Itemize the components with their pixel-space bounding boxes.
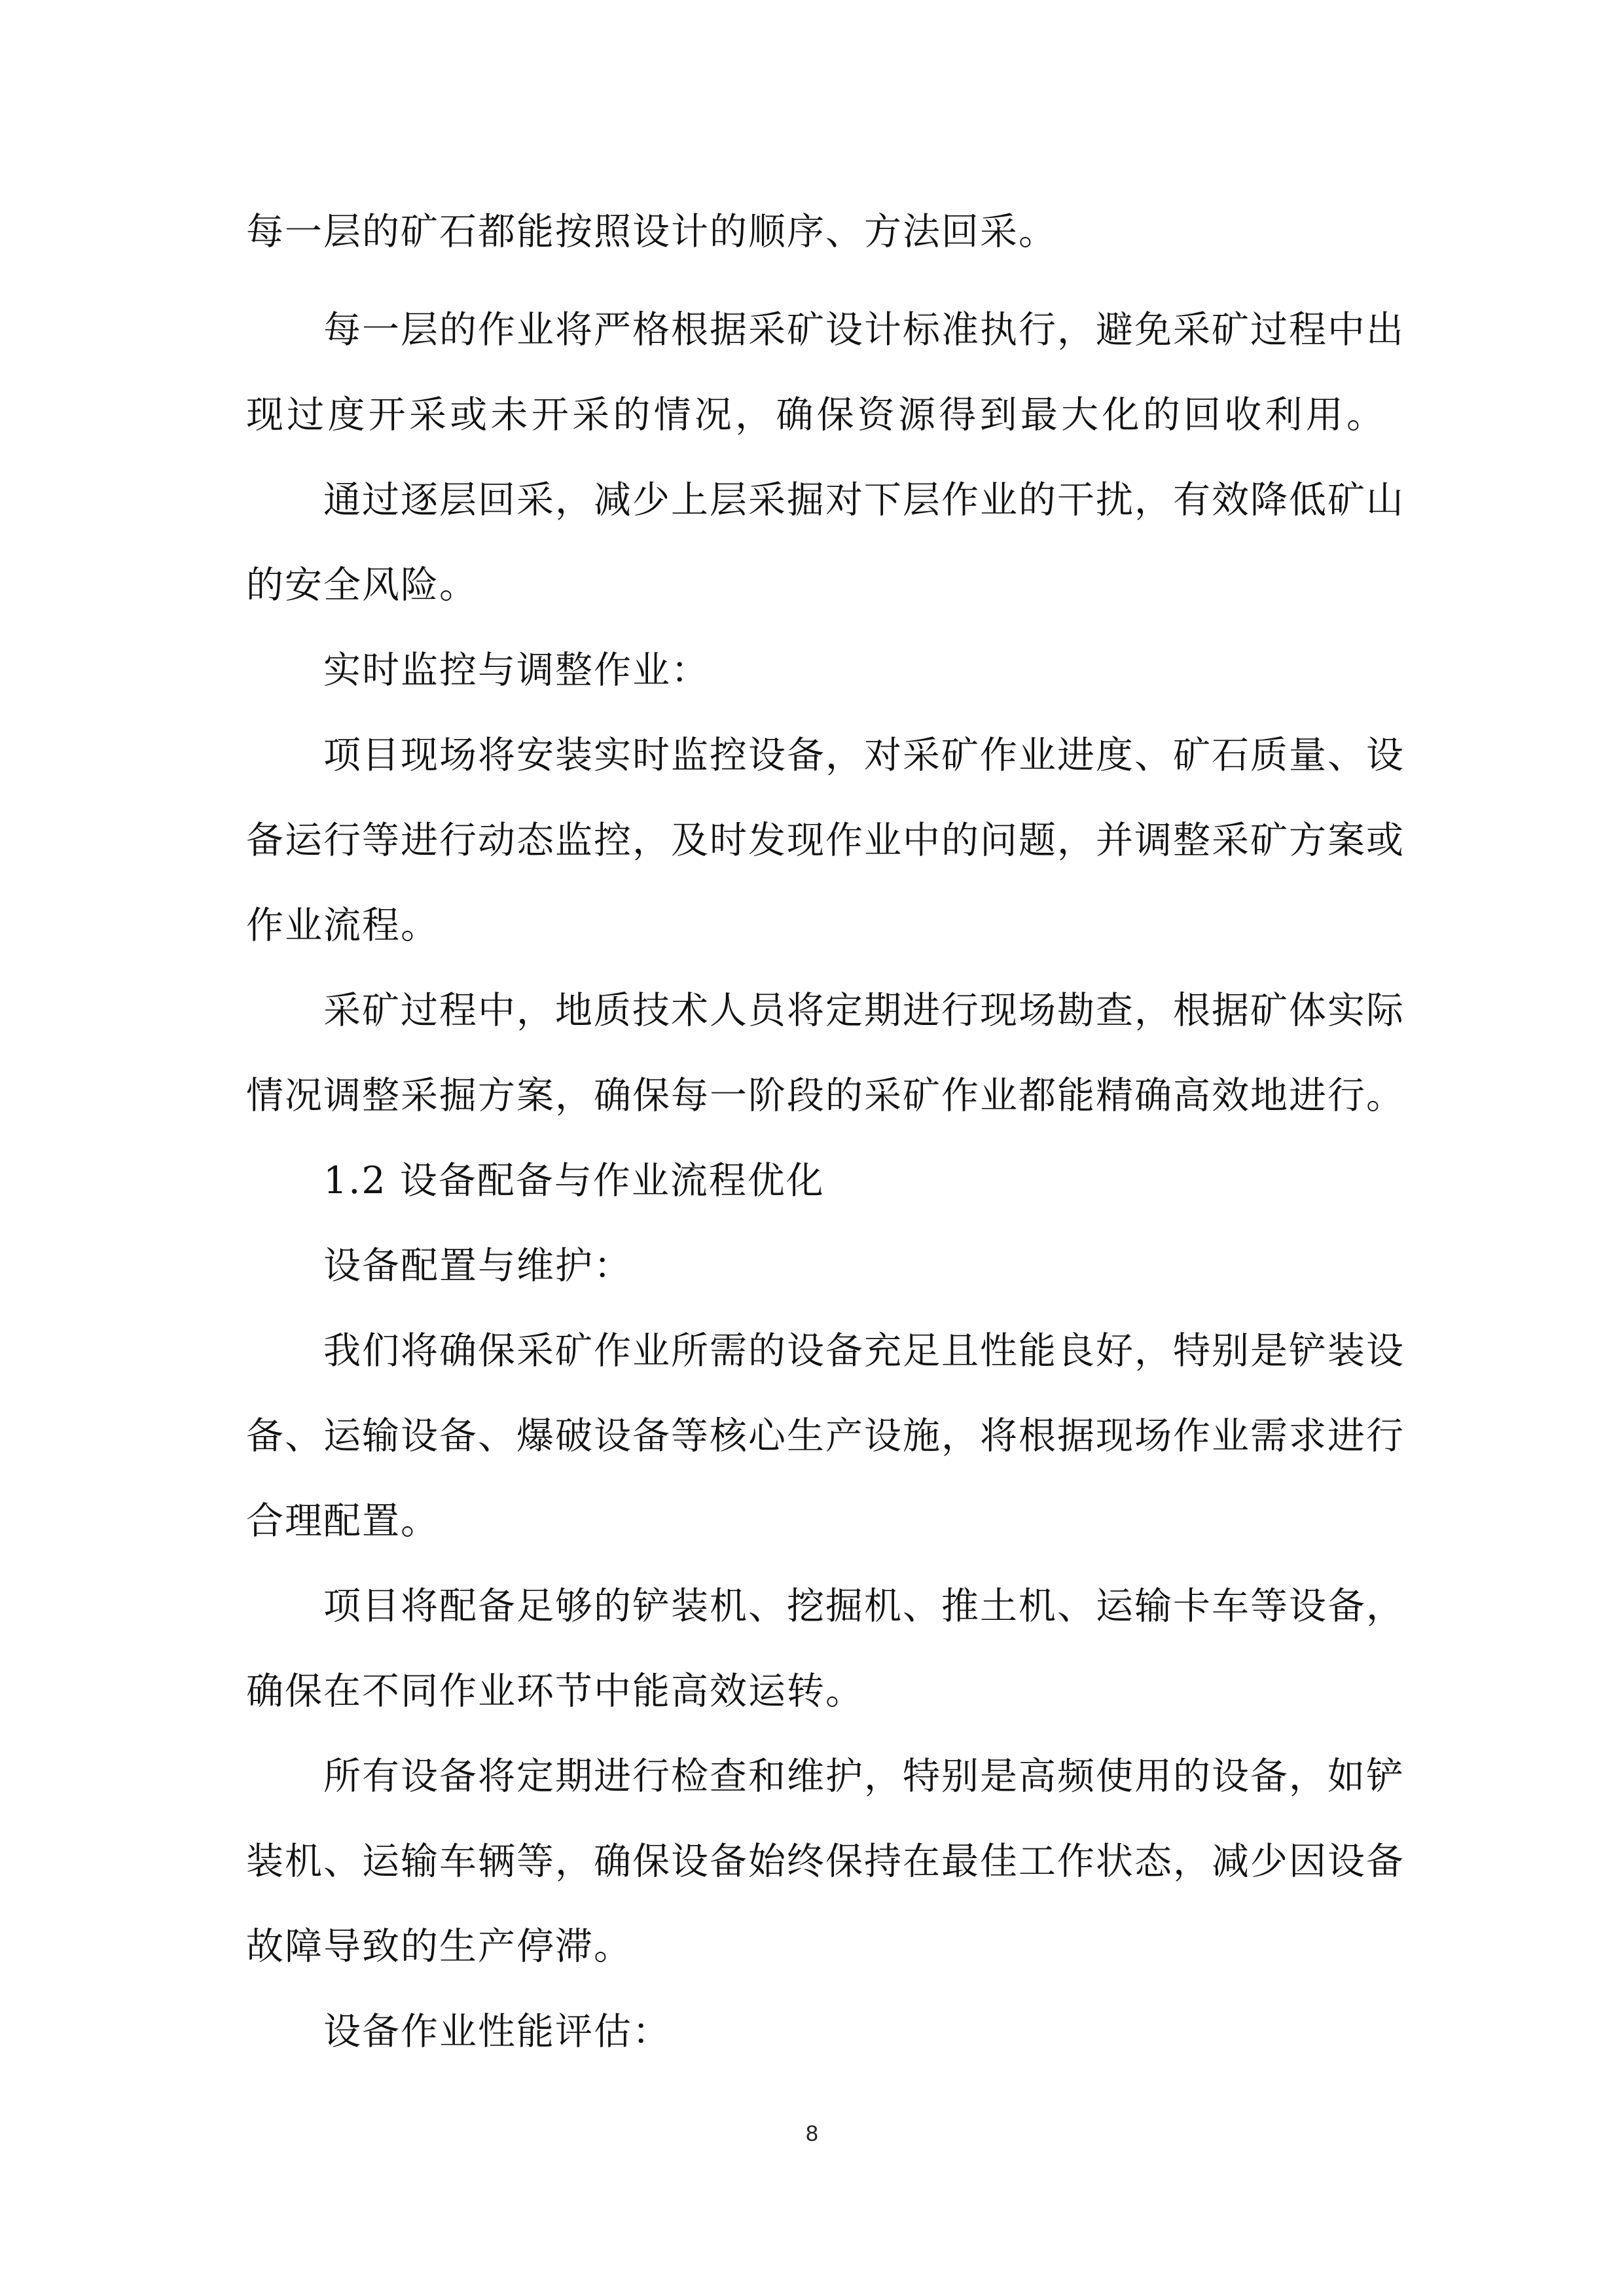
- paragraph-first-line: 项目现场将安装实时监控设备，对采矿作业进度、矿石质量、设: [323, 734, 1405, 777]
- paragraph-first-line: 项目将配备足够的铲装机、挖掘机、推土机、运输卡车等设备，: [323, 1585, 1405, 1628]
- text-line: 情况调整采掘方案，确保每一阶段的采矿作业都能精确高效地进行。: [246, 1074, 1405, 1117]
- paragraph-first-line: 采矿过程中，地质技术人员将定期进行现场勘查，根据矿体实际: [323, 989, 1405, 1032]
- subheading: 实时监控与调整作业：: [323, 649, 710, 692]
- text-line: 确保在不同作业环节中能高效运转。: [246, 1670, 864, 1713]
- text-line: 现过度开采或未开采的情况，确保资源得到最大化的回收利用。: [246, 393, 1385, 437]
- text-line: 装机、运输车辆等，确保设备始终保持在最佳工作状态，减少因设备: [246, 1840, 1405, 1883]
- paragraph-first-line: 每一层的作业将严格根据采矿设计标准执行，避免采矿过程中出: [323, 308, 1405, 351]
- paragraph-first-line: 我们将确保采矿作业所需的设备充足且性能良好，特别是铲装设: [323, 1329, 1405, 1372]
- paragraph-first-line: 所有设备将定期进行检查和维护，特别是高频使用的设备，如铲: [323, 1755, 1405, 1798]
- text-line: 的安全风险。: [246, 564, 478, 607]
- subheading: 设备配置与维护：: [323, 1244, 632, 1287]
- page-number: 8: [806, 2121, 818, 2146]
- text-line: 备、运输设备、爆破设备等核心生产设施，将根据现场作业需求进行: [246, 1414, 1405, 1458]
- subheading: 设备作业性能评估：: [323, 2010, 671, 2053]
- text-line: 每一层的矿石都能按照设计的顺序、方法回采。: [246, 210, 1057, 253]
- text-line: 故障导致的生产停滞。: [246, 1925, 632, 1968]
- text-line: 作业流程。: [246, 904, 439, 947]
- section-heading: 1.2 设备配备与作业流程优化: [323, 1159, 825, 1202]
- text-line: 合理配置。: [246, 1499, 439, 1543]
- text-line: 备运行等进行动态监控，及时发现作业中的问题，并调整采矿方案或: [246, 819, 1405, 862]
- paragraph-first-line: 通过逐层回采，减少上层采掘对下层作业的干扰，有效降低矿山: [323, 478, 1405, 522]
